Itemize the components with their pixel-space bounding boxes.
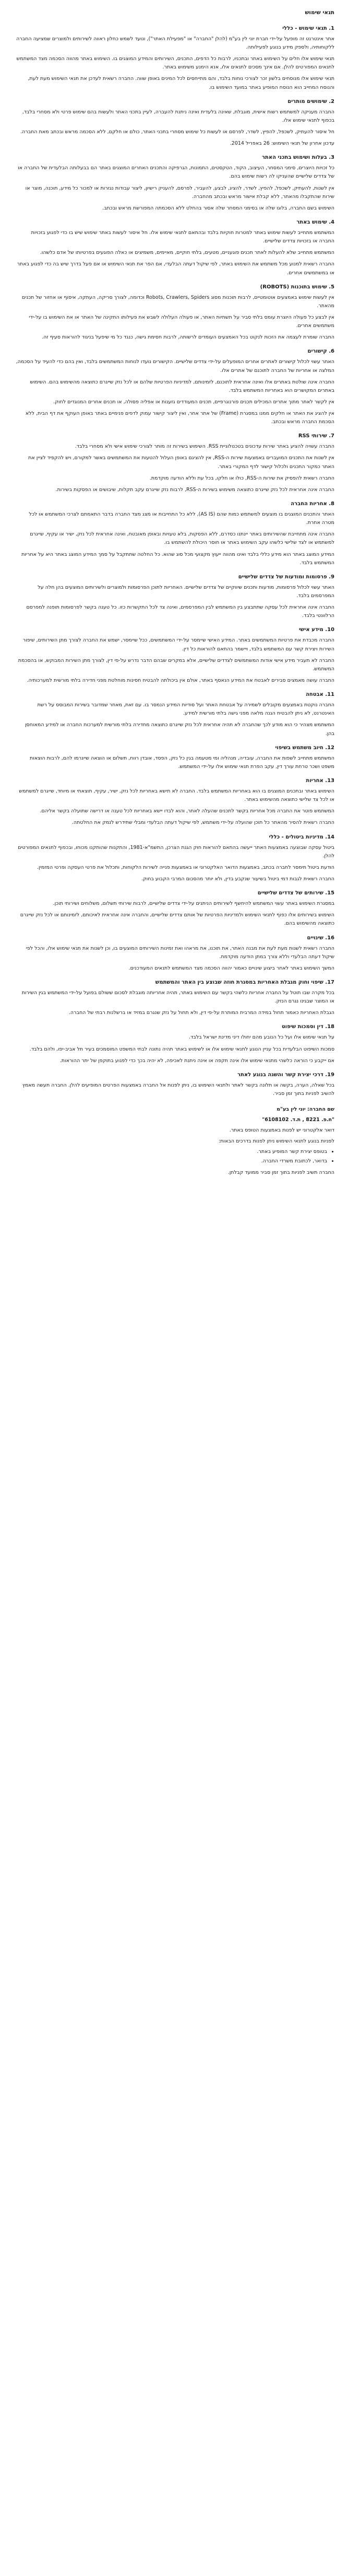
section-paragraph: החברה אינה מתחייבת שהשירותים באתר יינתנו כסדרם, ללא הפסקות, בלא טעויות ובאופן מאובטח, ואינה אחראית לכל נזק, ישיר או עקיף, שייגרם למשתמש או לצד שלישי כלשהו עקב השימוש באתר או חוסר היכולת להשתמש בו. <box>30 531 334 546</box>
section-paragraph: החברה מכבדת את פרטיות המשתמשים באתר. המידע האישי שיימסר על-ידי המשתמשים, ככל שיימסר, ישמש את החברה לצורך מתן השירותים, שיפור השירות ויצירת קשר עם המשתמש בלבד, ויישמר בהתאם להוראות כל דין. <box>22 637 334 652</box>
terms-section <box>16 743 334 771</box>
section-paragraph: האתר עשוי לכלול קישורים לאתרים אחרים המופעלים על-ידי צדדים שלישיים. הקישורים נועדו לנוחות המשתמשים בלבד, ואין בהם כדי להעיד על הסכמה, המלצה או אחריות של החברה לתוכנם של אתרים אלו. <box>16 359 334 374</box>
section-paragraph: תנאי שימוש אלו חלים על השימוש באתר ובתכניו, לרבות כל הדפים, התכנים, השירותים והמידע המוצגים בו. השימוש באתר מהווה הסכמה מצד המשתמש לתנאים המפורטים להלן. אם אינך מסכים לתנאים אלו, אנא הימנע משימוש באתר. <box>16 56 334 71</box>
terms-section <box>16 625 334 685</box>
section-paragraph: עדכון אחרון של תנאי השימוש: 26 באפריל 2014. <box>230 141 334 147</box>
section-title: 2. שימושים מותרים <box>287 98 334 104</box>
section-paragraph: המשתמש מתחייב שלא להעלות לאתר תכנים פוגעניים, מטעים, בלתי חוקיים, מאיימים, משמיצים או כאלה הפוגעים בפרטיותו של אדם כלשהו. <box>40 250 334 256</box>
section-paragraph: החברה רשאית להפסיק את שירות ה-RSS, כולו או חלקו, בכל עת וללא הודעה מוקדמת. <box>149 475 334 481</box>
section-title: 10. מידע אישי <box>298 627 334 633</box>
terms-section <box>16 153 334 213</box>
terms-section <box>16 283 334 342</box>
contact-list <box>16 1148 334 1165</box>
section-title: 14. מדיניות ביטולים - כללי <box>269 834 334 840</box>
section-paragraph: החברה אינה אחראית לכל עסקה שתתבצע בין המשתמש לבין המפרסמים, ואינה צד לכל התקשרות כזו. כל טענה בקשר לפרסומות תופנה למפרסם הרלוונטי בלבד. <box>26 604 334 619</box>
section-paragraph: האתר עשוי לכלול פרסומות, מודעות ותכנים שיווקיים של צדדים שלישיים. האחריות לתוכן הפרסומות ולמוצרים ולשירותים המוצעים בהן חלה על המפרסמים בלבד. <box>38 584 334 599</box>
section-paragraph: המשך השימוש באתר לאחר ביצוע שינויים כאמור יהווה הסכמה מצד המשתמש לתנאים המעודכנים. <box>128 965 334 971</box>
terms-section <box>16 776 334 827</box>
section-paragraph: החברה רשאית למנוע מכל משתמש את השימוש באתר, לפי שיקול דעתה הבלעדי, אם הפר את תנאי השימוש או אם פעל בדרך שיש בה כדי לפגוע באתר או במשתמשים אחרים. <box>17 261 334 276</box>
section-paragraph: ביטול עסקה שבוצעה באמצעות האתר ייעשה בהתאם להוראות חוק הגנת הצרכן, התשמ"א-1981, והתקנות שהותקנו מכוחו, ובכפוף לתנאים המפורטים להלן. <box>18 844 334 859</box>
section-paragraph: החברה רשאית להסיר מהאתר כל תוכן שהועלה על-ידי משתמש, לפי שיקול דעתה הבלעדי ומבלי שתידרש לנמק את החלטתה. <box>71 820 334 826</box>
section-paragraph: המידע המוצג באתר הוא מידע כללי בלבד ואינו מהווה ייעוץ מקצועי מכל סוג שהוא. כל החלטה שתתקבל על סמך המידע המוצג באתר היא על אחריות המשתמש בלבד. <box>21 551 334 566</box>
section-paragraph: אין לעשות שימוש באמצעים אוטומטיים, לרבות תוכנות מסוג Robots, Crawlers, Spiders וכדומה, לצורך סריקה, העתקה, איסוף או אחזור של תכנים מהאתר. <box>21 294 334 309</box>
terms-section <box>16 573 334 621</box>
section-paragraph: הודעת ביטול תימסר לחברה בכתב, באמצעות הדואר האלקטרוני או באמצעות פנייה לשירות הלקוחות, ותכלול את פרטי העסקה ופרטי המזמין. <box>37 864 334 870</box>
section-paragraph: אתר אינטרנט זה מופעל על-ידי חברת יוני לין בע"מ (להלן "החברה" או "מפעילת האתר"), ונועד לשמש כחלון ראווה לשירותים ולמוצרים שמציעה החברה ללקוחותיה, ולספק מידע בנוגע לפעילותה. <box>16 36 334 50</box>
terms-section <box>16 1022 334 1065</box>
terms-section <box>16 432 334 494</box>
section-paragraph: החברה לא תעביר מידע אישי אודות המשתמשים לצדדים שלישיים, אלא במקרים שבהם הדבר נדרש על-פי דין, לצורך מתן השירות המבוקש, או בהסכמת המשתמש. <box>18 657 334 672</box>
section-paragraph: החברה רשאית לגבות דמי ביטול בשיעור שנקבע בדין, ולא יותר מהסכום המרבי הקבוע בחוק. <box>141 876 334 882</box>
section-paragraph: אין לבצע כל פעולה היוצרת עומס בלתי סביר על תשתיות האתר, או פעולה העלולה לשבש את פעילותו התקינה של האתר או את השימוש בו על-ידי משתמשים אחרים. <box>29 314 334 329</box>
company-line: שם החברה: יוני לין בע"מ <box>277 1106 334 1113</box>
section-title: 16. שינויים <box>307 935 334 941</box>
section-paragraph: אין לשנות את התכנים המועברים באמצעות שירות ה-RSS, אין להציגם באופן העלול להטעות את המשתמשים באשר למקורם, ויש להקפיד לציין את האתר כמקור התכנים ולכלול קישור לדף המקורי באתר. <box>28 455 334 470</box>
terms-section <box>16 833 334 884</box>
section-paragraph: החברה שומרת לעצמה את הזכות לנקוט בכל האמצעים העומדים לרשותה, לרבות חסימת גישה, כנגד כל מי שיפעל בניגוד להוראות סעיף זה. <box>42 334 334 341</box>
terms-section <box>16 218 334 277</box>
section-paragraph: המשתמש מתחייב לשפות את החברה, עובדיה, מנהליה ומי מטעמה בגין כל נזק, הפסד, אובדן רווח, תשלום או הוצאה שייגרמו להם, לרבות הוצאות משפט ושכר טרחת עורך דין, עקב הפרת תנאי שימוש אלו על-ידי המשתמש. <box>30 755 334 770</box>
terms-section <box>16 499 334 567</box>
section-title: 12. חיוב משתמש בשיפוי <box>275 744 334 751</box>
terms-section <box>16 1070 334 1098</box>
section-paragraph: המשתמש מצהיר כי הוא מודע לכך שהחברה לא תהיה אחראית לכל נזק שייגרם כתוצאה מחדירה בלתי מורשית למערכות החברה או למידע המאוחסן בהן. <box>25 722 334 737</box>
terms-section <box>16 889 334 928</box>
closing-note: החברה תשיב לפניות בתוך זמן סביר ממועד קבלתן. <box>227 1169 334 1175</box>
section-paragraph: סמכות השיפוט הבלעדית בכל עניין הנוגע לתנאי שימוש אלו או לשימוש באתר תהיה נתונה לבתי המשפט המוסמכים בעיר תל אביב-יפו, ולהם בלבד. <box>29 1046 334 1052</box>
terms-section <box>16 24 334 92</box>
section-title: 7. שירותי RSS <box>298 433 334 439</box>
mail-note: דואר אלקטרוני יש לפנות באמצעות הטופס באתר. <box>229 1127 334 1134</box>
section-paragraph: הגבלת האחריות כאמור תחול במידה המרבית המותרת על-פי דין, ולא תחול על נזק שנגרם במזיד או ברשלנות רבתי של החברה. <box>68 1010 334 1016</box>
section-paragraph: חל איסור להעתיק, לשכפל, להפיץ, לשדר, לפרסם או לעשות כל שימוש מסחרי בתכני האתר, כולם או חלקם, ללא הסכמה מראש ובכתב מאת החברה. <box>20 129 334 135</box>
section-paragraph: אין לשנות, להעתיק, לשכפל, להפיץ, לשדר, להציג, לבצע, להעביר, לפרסם, להעניק רישיון, ליצור עבודות נגזרות או למכור כל מידע, תוכנה, מוצר או שירות שהתקבלו מהאתר, ללא קבלת אישור מראש ובכתב מהחברה. <box>25 185 334 200</box>
section-title: 18. דין וסמכות שיפוט <box>281 1024 334 1030</box>
section-paragraph: המשתמש פוטר את החברה מכל אחריות בקשר לתכנים שהעלה לאתר, והוא לבדו יישא באחריות לכל טענה או דרישה שתועלה בקשר אליהם. <box>40 808 334 814</box>
section-paragraph: על תנאי שימוש אלו ועל כל הנובע מהם יחולו דיני מדינת ישראל בלבד. <box>189 1034 334 1041</box>
section-title: 9. פרסומות ומודעות של צדדים שלישיים <box>238 574 334 580</box>
section-paragraph: השימוש בשם החברה, בלוגו שלה או בסימני המסחר שלה אסור בהחלט ללא הסכמתה המפורשת מראש ובכתב. <box>102 205 334 211</box>
section-title: 11. אבטחה <box>305 692 334 698</box>
section-paragraph: החברה רשאית לשנות מעת לעת את מבנה האתר, את תוכנו, את מראהו ואת זמינות השירותים המוצעים בו, וכן לשנות את תנאי שימוש אלו, והכל לפי שיקול דעתה הבלעדי וללא צורך במתן הודעה מוקדמת. <box>26 945 334 960</box>
section-paragraph: החברה מעניקה למשתמש רשות אישית, מוגבלת, שאינה בלעדית ואינה ניתנת להעברה, לעיין בתכני האתר ולעשות בהם שימוש פרטי ולא מסחרי בלבד, בכפוף לתנאי שימוש אלו. <box>22 109 334 123</box>
section-title: 4. שימוש באתר <box>296 219 334 225</box>
registration-line: "ח.פ. 8221 , ת.ד. 6108102" <box>262 1117 334 1123</box>
page-title: תנאי שימוש <box>305 9 334 16</box>
section-paragraph: אין לקשר לאתר מתוך אתרים המכילים תכנים פורנוגרפיים, תכנים המעודדים גזענות או אפליה פסולה, או תכנים אחרים המנוגדים לחוק. <box>53 399 334 405</box>
section-title: 15. שירותים של צדדים שלישיים <box>257 890 334 896</box>
terms-sections <box>16 24 334 1098</box>
section-paragraph: אם ייקבע כי הוראה כלשהי מתנאי שימוש אלו אינה תקפה או אינה ניתנת לאכיפה, לא יהיה בכך כדי לפגוע בתוקפן של יתר ההוראות. <box>59 1057 334 1064</box>
section-title: 6. קישורים <box>307 348 334 355</box>
terms-section <box>16 347 334 426</box>
section-paragraph: המשתמש מתחייב לעשות שימוש באתר למטרות חוקיות בלבד ובהתאם לתנאי שימוש אלו. חל איסור לעשות באתר שימוש שיש בו כדי לפגוע בזכויות החברה או בזכויות צדדים שלישיים. <box>31 229 334 244</box>
section-paragraph: אין להציג את האתר או חלקים ממנו במסגרת (Frame) של אתר אחר, ואין ליצור קישור עמוק לדפים פנימיים באתר באופן העוקף את דף הבית, ללא הסכמת החברה מראש ובכתב. <box>25 411 334 425</box>
terms-section <box>16 978 334 1017</box>
section-paragraph: החברה אינה שולטת באתרים אלו ואינה אחראית לתוכנם, לזמינותם, למדיניות הפרטיות שלהם או לכל נזק שייגרם כתוצאה מהשימוש בהם. השימוש באתרים המקושרים הוא באחריות המשתמש בלבד. <box>30 379 334 393</box>
section-title: 3. בעלות ושימוש בתכני האתר <box>261 155 334 161</box>
section-paragraph: החברה עושה מאמצים סבירים לאבטח את המידע הנאסף באתר, אולם אין ביכולתה להבטיח חסינות מוחלטת מפני חדירה בלתי מורשית למערכותיה. <box>27 678 334 684</box>
section-title: 5. שימוש בתוכנות (ROBOTS) <box>260 284 334 290</box>
section-title: 19. דרכי יצירת קשר והשגה בנוגע לאתר <box>237 1071 334 1078</box>
terms-section <box>16 934 334 973</box>
section-title: 8. אחריות החברה <box>291 501 334 507</box>
section-paragraph: בכל שאלה, הערה, בקשה או תלונה בקשר לאתר ולתנאי השימוש בו, ניתן לפנות אל החברה באמצעות הפרטים המופיעים להלן. החברה תעשה מאמץ להשיב לפניות בתוך זמן סביר. <box>22 1082 334 1097</box>
section-title: 1. תנאי שימוש - כללי <box>282 25 334 31</box>
section-paragraph: האתר והתכנים המוצגים בו מוצעים למשתמש כמות שהם (AS IS), ללא כל התחייבות או מצג מצד החברה בדבר התאמתם לצרכי המשתמש או לכל מטרה אחרת. <box>29 511 334 526</box>
section-paragraph: כל זכויות היוצרים, סימני המסחר, העיצוב, הקוד, הטקסטים, התמונות, הגרפיקה והתכנים האחרים המוצגים באתר הם בבעלותה הבלעדית של החברה או של צדדים שלישיים שהעניקו לה רשות שימוש בהם. <box>18 165 334 180</box>
section-paragraph: השימוש באתר ובתכנים המוצגים בו הוא באחריות המשתמש בלבד. החברה לא תישא באחריות לכל נזק, ישיר, עקיף, תוצאתי או מיוחד, שייגרם למשתמש או לכל צד שלישי כתוצאה מהשימוש באתר. <box>19 788 334 803</box>
section-title: 17. שיפוי וחוק מגבלת האחריות במסגרת חוזה שבוצע בין האתר והמשתמש <box>155 979 334 985</box>
section-paragraph: השימוש בשירותים אלו כפוף לתנאי השימוש ולמדיניות הפרטיות של אותם צדדים שלישיים, והחברה אינה אחראית לאיכותם, לזמינותם או לכל נזק שייגרם כתוצאה מהשימוש בהם. <box>20 912 334 927</box>
contact-intro: לפניות בנוגע לתנאי השימוש ניתן לפנות בדרכים הבאות: <box>218 1138 334 1144</box>
terms-section <box>16 690 334 738</box>
section-paragraph: במסגרת השימוש באתר עשוי המשתמש להיחשף לשירותים הניתנים על-ידי צדדים שלישיים, לרבות שירותי תשלום, משלוחים ושירותי תוכן. <box>53 901 334 907</box>
section-paragraph: החברה נוקטת באמצעים מקובלים לשמירה על אבטחת האתר ועל סודיות המידע הנמסר בו. עם זאת, מאחר שמדובר בשירות המבוסס על רשת האינטרנט, לא ניתן להבטיח הגנה מלאה מפני גישה בלתי מורשית למידע. <box>37 702 334 717</box>
section-title: 13. אחריות <box>306 778 334 784</box>
contact-item: • בטופס יצירת קשר המופיע באתר. <box>16 1148 327 1156</box>
contact-footer <box>16 1105 334 1177</box>
section-paragraph: החברה עשויה להציע באתר שירות עדכונים בטכנולוגיית RSS. השימוש בשירות זה מותר לצורכי שימוש אישי ולא מסחרי בלבד. <box>75 444 334 450</box>
section-paragraph: החברה אינה אחראית לכל נזק שייגרם כתוצאה משימוש בשירות ה-RSS, לרבות נזק שייגרם עקב תקלות, שיבושים או הפסקות בשירות. <box>55 486 334 493</box>
terms-page <box>0 0 348 1191</box>
section-paragraph: בכל מקרה שבו תוטל על החברה אחריות כלשהי בקשר עם השימוש באתר, תהיה אחריותה מוגבלת לסכום ששולם בפועל על-ידי המשתמש בגין השירות או המוצר שבגינו נגרם הנזק. <box>21 989 334 1005</box>
section-paragraph: תנאי שימוש אלו מנוסחים בלשון זכר לצורכי נוחות בלבד, והם מתייחסים לכל המינים באופן שווה. החברה רשאית לעדכן את תנאי השימוש מעת לעת, והנוסח המחייב הוא הנוסח המופיע באתר במועד השימוש בו. <box>28 76 334 90</box>
contact-item: • בדואר, לכתובת משרדי החברה. <box>16 1157 327 1165</box>
terms-section <box>16 97 334 148</box>
